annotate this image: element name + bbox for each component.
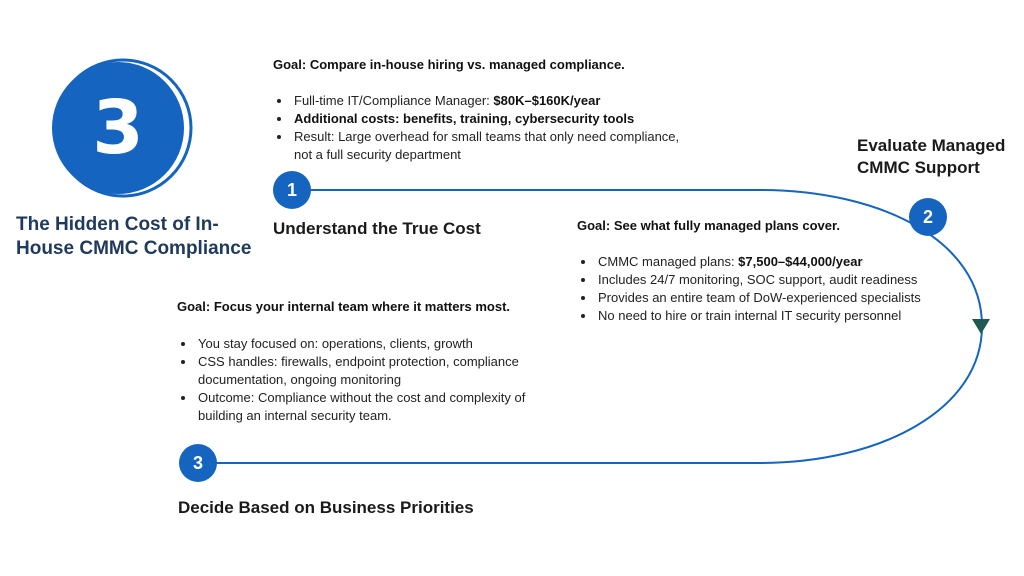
step-3-bullets	[178, 335, 566, 425]
list-item: • Full-time IT/Compliance Manager: $80K–$160K/year	[292, 92, 682, 110]
list-item: • Outcome: Compliance without the cost and complexity of building an internal security team.	[196, 389, 566, 425]
list-item: • No need to hire or train internal IT security personnel	[596, 307, 976, 325]
step-2-bullets	[578, 253, 976, 325]
step-3-number: 3	[192, 452, 203, 473]
step-3-title: Decide Based on Business Priorities	[178, 498, 474, 517]
step-1-goal: Goal: Compare in-house hiring vs. managed compliance.	[273, 57, 625, 72]
step-2-number: 2	[922, 206, 933, 227]
list-item: • You stay focused on: operations, clients, growth	[196, 335, 566, 353]
list-item: • Provides an entire team of DoW-experienced specialists	[596, 289, 976, 307]
step-2-goal: Goal: See what fully managed plans cover.	[577, 218, 840, 233]
step-1-bullets	[274, 92, 682, 164]
step-3-goal: Goal: Focus your internal team where it matters most.	[177, 299, 511, 314]
list-item: • Includes 24/7 monitoring, SOC support, audit readiness	[596, 271, 976, 289]
step-1-number: 1	[286, 179, 297, 200]
page-title: The Hidden Cost of In-House CMMC Compliance	[16, 214, 252, 259]
step-1-title: Understand the True Cost	[273, 219, 481, 238]
step-2-title: Evaluate Managed CMMC Support	[857, 136, 1006, 177]
hero-number: 3	[92, 85, 144, 171]
list-item: • CSS handles: firewalls, endpoint protection, compliance documentation, ongoing monitoring	[196, 353, 566, 389]
list-item: • Additional costs: benefits, training, cybersecurity tools	[292, 110, 682, 128]
list-item: • Result: Large overhead for small teams that only need compliance, not a full security department	[292, 128, 682, 164]
list-item: • CMMC managed plans: $7,500–$44,000/year	[596, 253, 976, 271]
